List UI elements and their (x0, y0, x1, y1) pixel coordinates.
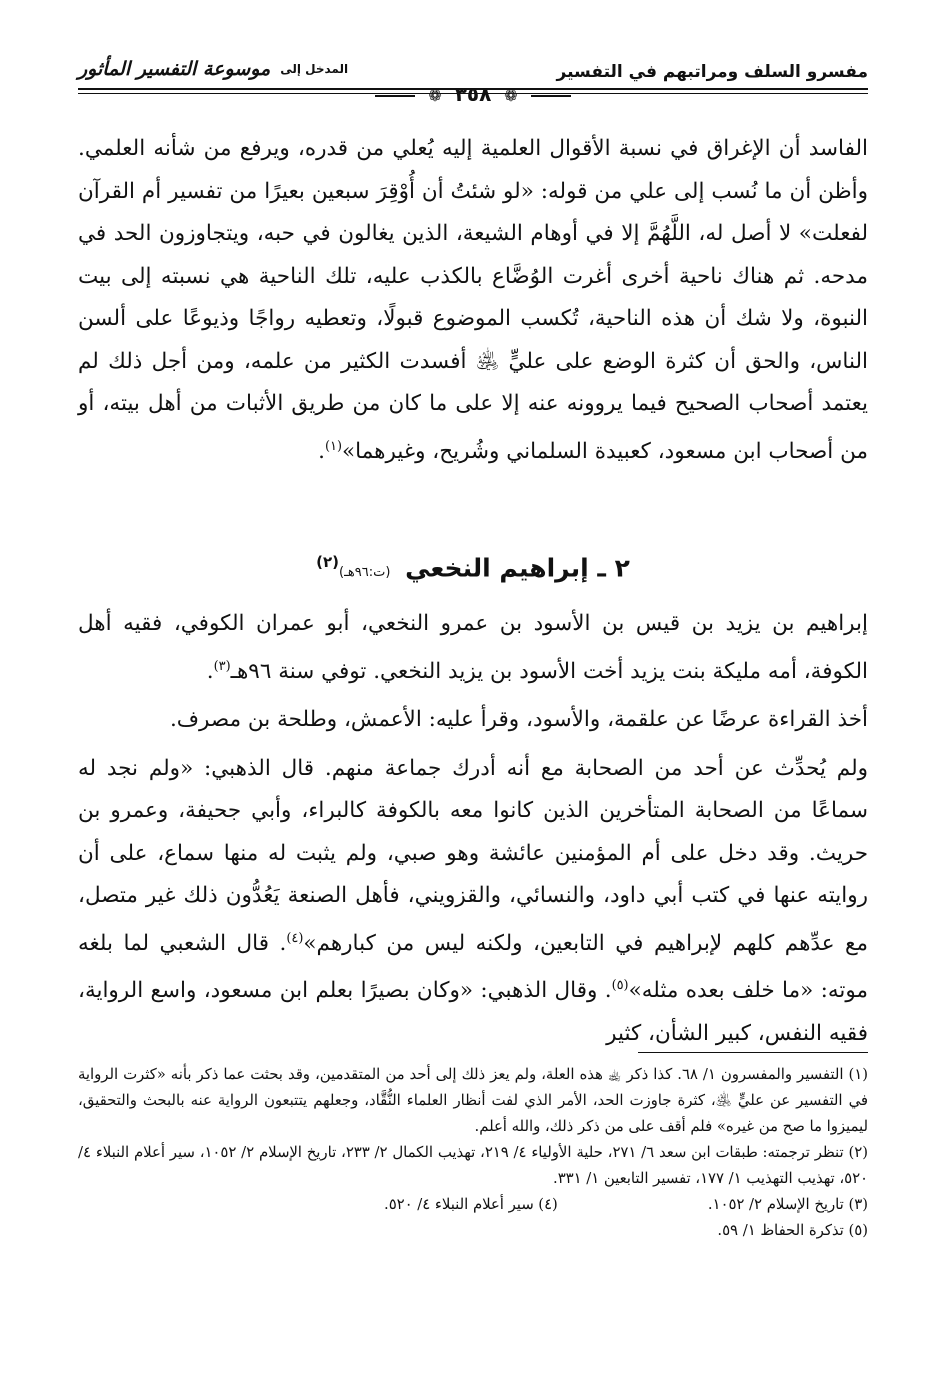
paragraph-text: . وقال الذهبي: «وكان بصيرًا بعلم ابن مسعود، واسع الرواية، فقيه النفس، كبير الشأن، كثير (78, 978, 868, 1046)
page-number-line-left (375, 95, 415, 97)
running-title: مفسرو السلف ومراتبهم في التفسير (556, 62, 868, 82)
footnote-ref: (٢) (316, 553, 339, 571)
section-heading (78, 553, 868, 582)
footnote-ref: (٣) (213, 658, 231, 674)
ornament-icon: ❁ (428, 86, 442, 105)
footnote: (١) التفسير والمفسرون ١/ ٦٨. كذا ذكر ﵀ هذه العلة، ولم يعز ذلك إلى أحد من المتقدمين، وقد بحثت عما ذكر بأنه «كثرت الرواية في التفسير عن عليٍّ ﵁، كثرة جاوزت الحد، الأمر الذي لفت أنظار العلماء النُّقَّاد، وجعلهم يتتبعون الرواية عنه بالبحث والتحقيق، ليميزوا ما صح من غيره» فلم أقف على من ذكر ذلك، والله أعلم. (78, 1066, 868, 1135)
paragraph-end: . (206, 658, 214, 684)
ornament-icon: ❁ (504, 86, 518, 105)
body-text-part-2 (78, 603, 868, 1055)
paragraph-text: . قال الشعبي لما بلغه موته: «ما خلف بعده مثله» (78, 930, 868, 1004)
page-number: ٣٥٨ (454, 82, 492, 106)
paragraph-text: الفاسد أن الإغراق في نسبة الأقوال العلمية إليه يُعلي من قدره، ويرفع من شأنه العلمي. وأظن أن ما نُسب إلى علي من قوله: «لو شئتُ أن أُوْقِرَ سبعين بعيرًا من تفسير أم القرآن لفعلت» لا أصل له، اللَّهُمَّ إلا في أوهام الشيعة، الذين يغالون في حبه، ويتجاوزون الحد في مدحه. ثم هناك ناحية أخرى أغرت الوُضَّاع بالكذب عليه، تلك الناحية هي نسبته إلى بيت النبوة، ولا شك أن هذه الناحية، تُكسب الموضوع قبولًا، وتعطيه رواجًا وذيوعًا على ألسن الناس، والحق أن كثرة الوضع على عليٍّ ﵁ أفسدت الكثير من علمه، ومن أجل ذلك لم يعتمد أصحاب الصحيح فيما يروونه عنه إلا على ما كان من طريق الأثبات من أهل بيته، أو من أصحاب ابن مسعود، كعبيدة السلماني وشُريح، وغيرهما» (78, 136, 868, 464)
footnote-ref: (٥) (611, 978, 629, 994)
paragraph: أخذ القراءة عرضًا عن علقمة، والأسود، وقرأ عليه: الأعمش، وطلحة بن مصرف. (169, 707, 868, 733)
book-title-block (78, 58, 348, 80)
footnote: (٥) تذكرة الحفاظ ١/ ٥٩. (717, 1222, 868, 1239)
footnote: (٢) تنظر ترجمته: طبقات ابن سعد ٦/ ٢٧١، حلية الأولياء ٤/ ٢١٩، تهذيب الكمال ٢/ ٢٣٣، تاريخ الإسلام ٢/ ١٠٥٢، سير أعلام النبلاء ٤/ ٥٢٠، تهذيب التهذيب ١/ ١٧٧، تفسير التابعين ١/ ٣٣١. (78, 1144, 868, 1187)
footnote-row (78, 1192, 868, 1218)
death-year: (ت:٩٦هـ) (339, 565, 391, 581)
page-number-line-right (531, 95, 571, 97)
section-title: ٢ ـ إبراهيم النخعي (405, 553, 630, 583)
footnotes (78, 1062, 868, 1244)
footnote-ref: (١) (325, 438, 343, 454)
page-number-row (0, 82, 946, 106)
paragraph (78, 748, 868, 1056)
paragraph (78, 128, 868, 473)
paragraph-text: ولم يُحدِّث عن أحد من الصحابة مع أنه أدرك جماعة منهم. قال الذهبي: «ولم نجد له سماعًا من الصحابة المتأخرين الذين كانوا معه بالكوفة كالبراء، وأبي جحيفة، وعمرو بن حريث. وقد دخل على أم المؤمنين عائشة وهو صبي، ولم يثبت له منها سماع، على أن روايته عنها في كتب أبي داود، والنسائي، والقزويني، فأهل الصنعة يَعُدُّون ذلك غير متصل، مع عدِّهم كلهم لإبراهيم في التابعين، ولكنه ليس من كبارهم» (78, 755, 868, 956)
paragraph-text: إبراهيم بن يزيد بن قيس بن الأسود بن عمرو النخعي، أبو عمران الكوفي، فقيه أهل الكوفة، أمه مليكة بنت يزيد أخت الأسود بن يزيد النخعي. توفي سنة ٩٦هـ (78, 611, 868, 684)
book-label: المدخل إلى (280, 62, 349, 76)
paragraph-end: . (318, 438, 326, 464)
footnote: (٣) تاريخ الإسلام ٢/ ١٠٥٢. (707, 1196, 868, 1213)
footnote-ref: (٤) (286, 930, 304, 946)
footnote: (٤) سير أعلام النبلاء ٤/ ٥٢٠. (383, 1196, 558, 1213)
body-text-part-1 (78, 128, 868, 473)
paragraph (78, 603, 868, 693)
footnote-divider (638, 1052, 868, 1053)
book-title: موسوعة التفسير المأثور (78, 58, 271, 80)
